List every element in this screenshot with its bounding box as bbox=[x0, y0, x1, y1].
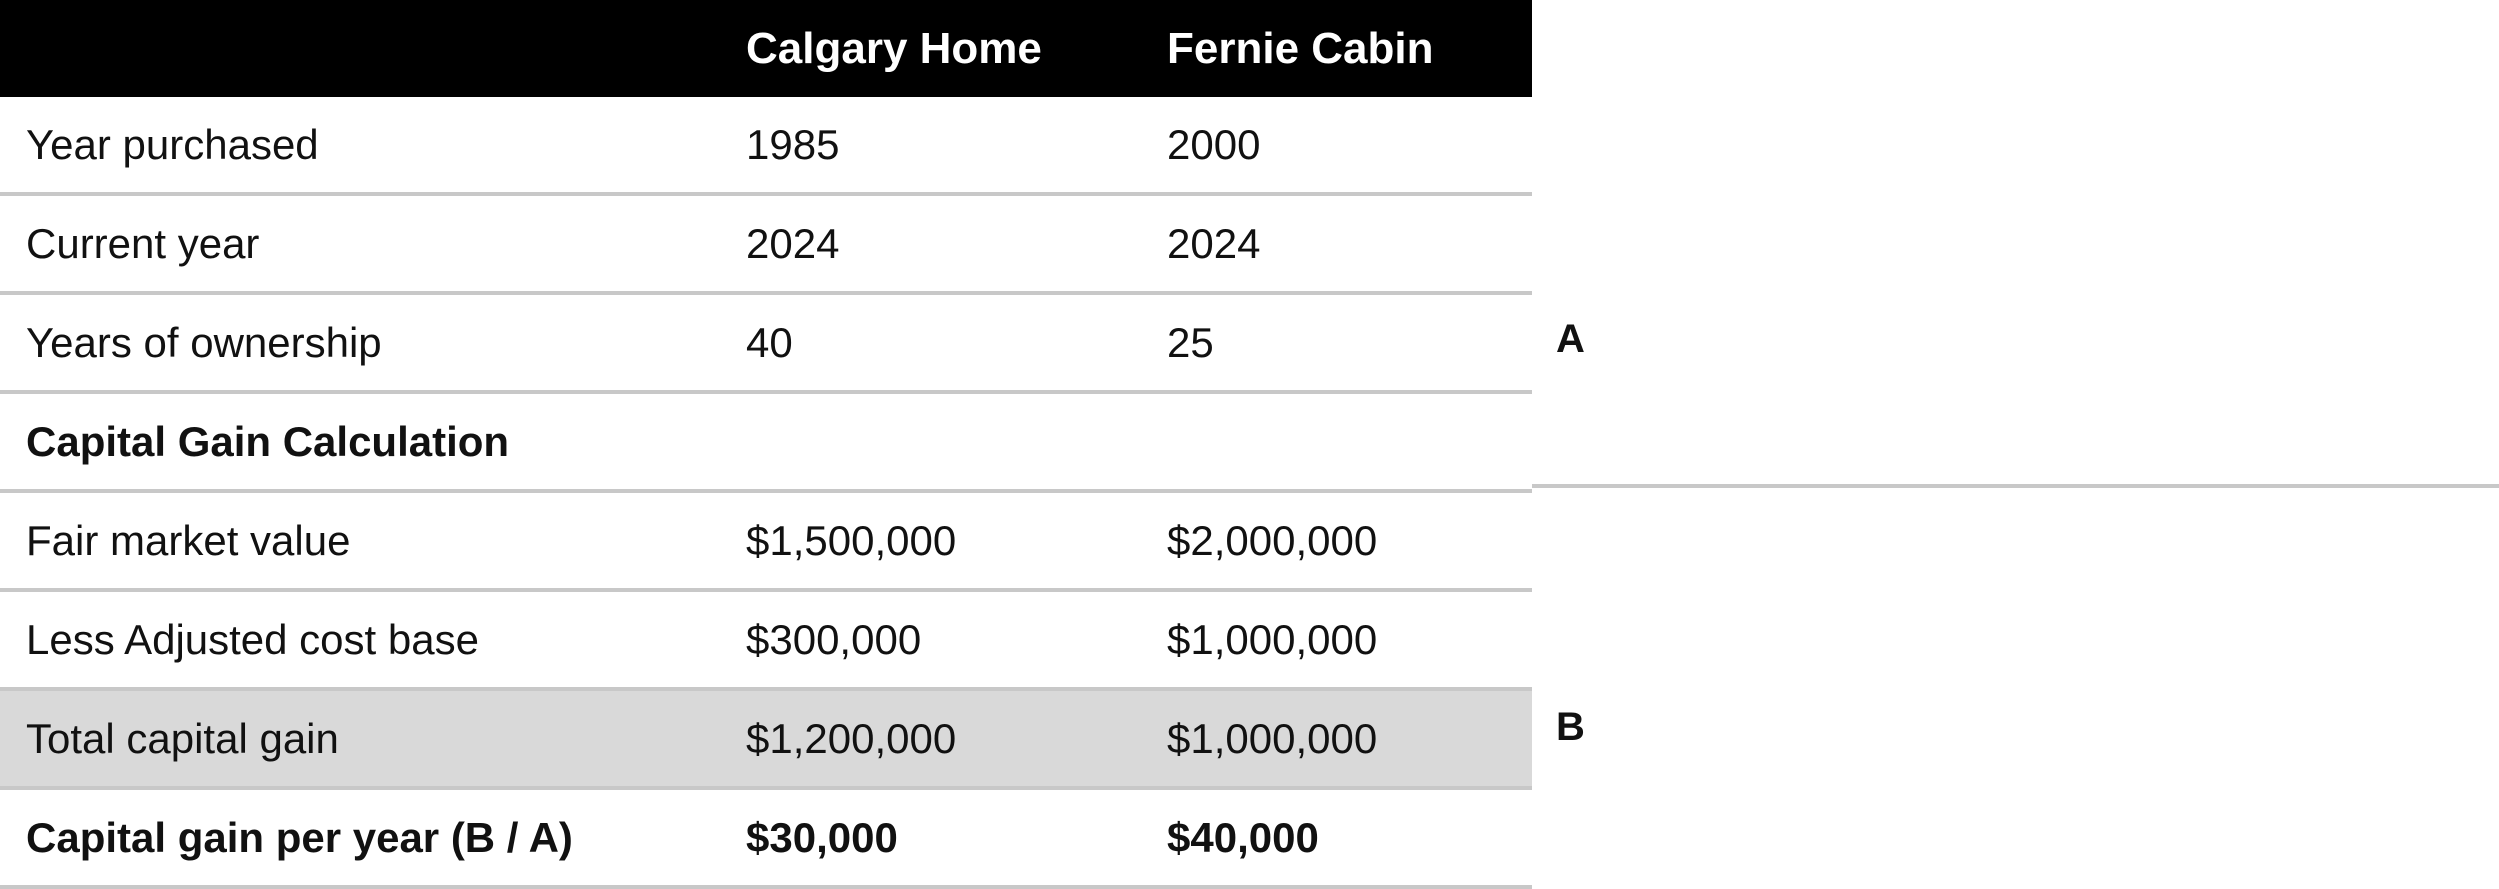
calgary-value: $1,500,000 bbox=[746, 516, 957, 564]
row-label: Capital gain per year (B / A) bbox=[26, 813, 573, 861]
row-label: Years of ownership bbox=[26, 318, 382, 366]
table-header-row bbox=[0, 0, 1532, 97]
result-row bbox=[0, 790, 1532, 889]
fernie-value: 2024 bbox=[1167, 219, 1261, 267]
highlighted-total-row bbox=[0, 691, 1532, 790]
header-calgary-home: Calgary Home bbox=[746, 23, 1042, 73]
table-row bbox=[0, 295, 1532, 394]
header-fernie-cabin: Fernie Cabin bbox=[1167, 23, 1434, 73]
row-label: Year purchased bbox=[26, 120, 319, 168]
calgary-value: $30,000 bbox=[746, 813, 898, 861]
marker-a-label: A bbox=[1556, 317, 1585, 361]
marker-b-label: B bbox=[1556, 705, 1585, 749]
section-heading: Capital Gain Calculation bbox=[26, 417, 510, 465]
row-label: Less Adjusted cost base bbox=[26, 615, 479, 663]
fernie-value: $40,000 bbox=[1167, 813, 1319, 861]
table-row bbox=[0, 592, 1532, 691]
table-row bbox=[0, 97, 1532, 196]
calgary-value: 1985 bbox=[746, 120, 840, 168]
row-label: Current year bbox=[26, 219, 260, 267]
fernie-value: 2000 bbox=[1167, 120, 1261, 168]
row-label: Total capital gain bbox=[26, 714, 339, 762]
section-divider-line bbox=[1532, 484, 2499, 488]
fernie-value: $2,000,000 bbox=[1167, 516, 1378, 564]
table-row bbox=[0, 493, 1532, 592]
section-heading-row bbox=[0, 394, 1532, 493]
calgary-value: 40 bbox=[746, 318, 793, 366]
row-label: Fair market value bbox=[26, 516, 351, 564]
calgary-value: $1,200,000 bbox=[746, 714, 957, 762]
fernie-value: $1,000,000 bbox=[1167, 714, 1378, 762]
calgary-value: $300,000 bbox=[746, 615, 922, 663]
table-row bbox=[0, 196, 1532, 295]
fernie-value: 25 bbox=[1167, 318, 1214, 366]
fernie-value: $1,000,000 bbox=[1167, 615, 1378, 663]
calgary-value: 2024 bbox=[746, 219, 840, 267]
